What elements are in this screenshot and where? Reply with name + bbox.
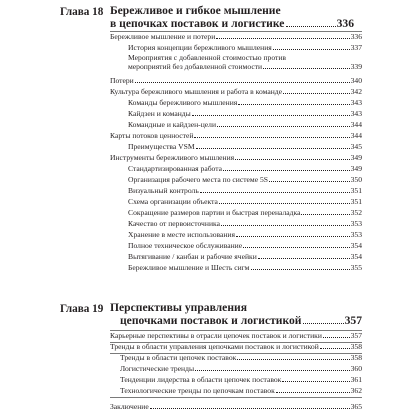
- chapter-18-page: 336: [336, 16, 354, 30]
- toc-entry[interactable]: [128, 230, 362, 239]
- dot-leader: [200, 192, 350, 193]
- dot-leader: [238, 104, 349, 105]
- chapter-18-title-line2: в цепочках поставок и логистике: [110, 16, 285, 30]
- toc-entry-page: 358: [350, 353, 362, 362]
- toc-entry[interactable]: [128, 43, 362, 52]
- toc-entry-text: Схема организации объекта: [128, 197, 218, 206]
- toc-entry-page: 349: [350, 164, 362, 173]
- toc-entry-text: Технологические тренды по цепочкам поставок: [120, 386, 275, 395]
- dot-leader: [273, 49, 350, 50]
- toc-entry-text-line1: Мероприятия с добавленной стоимостью против: [128, 53, 286, 62]
- toc-entry-text: Инструменты бережливого мышления: [110, 153, 235, 162]
- chapter-19-title-line2: цепочками поставок и логистикой: [120, 313, 302, 327]
- toc-entry-text: Потери: [110, 76, 134, 85]
- toc-entry[interactable]: [128, 175, 362, 184]
- toc-entry-text: Полное техническое обслуживание: [128, 241, 243, 250]
- toc-entry-page: 336: [350, 32, 362, 41]
- toc-entry-text-line2: мероприятий без добавленной стоимости: [128, 62, 263, 72]
- toc-entry[interactable]: [110, 331, 362, 340]
- dot-leader: [258, 258, 350, 259]
- dot-leader: [235, 159, 349, 160]
- toc-entry-text: Вытягивание / канбан и рабочие ячейки: [128, 252, 257, 261]
- chapter-19-title-line1: Перспективы управления: [110, 301, 247, 314]
- chapter-19-title[interactable]: [110, 302, 362, 327]
- toc-entry-page: 340: [350, 76, 362, 85]
- toc-entry[interactable]: [110, 153, 362, 162]
- toc-entry[interactable]: [128, 197, 362, 206]
- toc-entry-text: Визуальный контроль: [128, 186, 199, 195]
- chapter-18-title[interactable]: [110, 5, 354, 30]
- dot-leader: [283, 93, 350, 94]
- dot-leader: [195, 370, 350, 371]
- entry-divider: [110, 397, 362, 398]
- toc-entry-page: 343: [350, 109, 362, 118]
- toc-entry[interactable]: [128, 120, 362, 129]
- toc-entry[interactable]: [128, 263, 362, 272]
- toc-entry-text: Хранение в месте использования: [128, 230, 235, 239]
- toc-entry-page: 360: [350, 364, 362, 373]
- toc-entry-text: Кайдзен и команды: [128, 109, 191, 118]
- dot-leader: [320, 348, 350, 349]
- toc-entry-text: Логистические тренды: [120, 364, 195, 373]
- toc-entry[interactable]: [120, 386, 362, 395]
- dot-leader: [323, 337, 350, 338]
- dot-leader: [282, 381, 349, 382]
- toc-entry-page: 357: [350, 331, 362, 340]
- toc-entry-page: 354: [350, 252, 362, 261]
- toc-entry[interactable]: [120, 353, 362, 362]
- toc-entry-page: 355: [350, 263, 362, 272]
- toc-entry-page: 362: [350, 386, 362, 395]
- dot-leader: [286, 26, 335, 27]
- dot-leader: [303, 323, 343, 324]
- toc-entry-page: 358: [350, 342, 362, 351]
- chapter-19-page: 357: [344, 313, 362, 327]
- toc-entry-page: 343: [350, 98, 362, 107]
- toc-entry-text: Качество от первоисточника: [128, 219, 220, 228]
- dot-leader: [192, 115, 350, 116]
- chapter-19-label: Глава 19: [60, 303, 104, 315]
- toc-entry-text: Тенденции лидерства в области цепочек поставок: [120, 375, 282, 384]
- toc-entry-page: 345: [350, 142, 362, 151]
- toc-entry-page: 339: [350, 62, 362, 72]
- toc-entry[interactable]: [128, 252, 362, 261]
- toc-entry-page: 353: [350, 219, 362, 228]
- toc-entry[interactable]: [128, 219, 362, 228]
- chapter-18-label: Глава 18: [60, 6, 104, 18]
- dot-leader: [276, 392, 350, 393]
- dot-leader: [216, 38, 349, 39]
- entry-divider: [110, 353, 362, 354]
- toc-entry-page: 352: [350, 208, 362, 217]
- toc-entry-page: 344: [350, 131, 362, 140]
- toc-entry-text: Карьерные перспективы в отрасли цепочек поставок и логистики: [110, 331, 322, 340]
- toc-entry-page: 337: [350, 43, 362, 52]
- dot-leader: [269, 181, 350, 182]
- toc-entry-text: Культура бережливого мышления и работа в команде: [110, 87, 283, 96]
- toc-entry[interactable]: [110, 76, 362, 85]
- toc-entry[interactable]: [128, 142, 362, 151]
- toc-entry-page: 365: [350, 402, 362, 411]
- dot-leader: [243, 247, 350, 248]
- toc-entry-text: Тренды в области цепочек поставок: [120, 353, 237, 362]
- toc-entry-text: История концепции бережливого мышления: [128, 43, 272, 52]
- chapter-18-title-line1: Бережливое и гибкое мышление: [110, 4, 281, 17]
- toc-entry-page: 349: [350, 153, 362, 162]
- toc-entry-text: Бережливое мышление и Шесть сигм: [128, 263, 250, 272]
- toc-entry-page: 361: [350, 375, 362, 384]
- toc-entry[interactable]: [128, 98, 362, 107]
- toc-entry-page: 351: [350, 197, 362, 206]
- toc-entry[interactable]: [110, 402, 362, 411]
- toc-entry[interactable]: [128, 109, 362, 118]
- toc-entry[interactable]: [128, 186, 362, 195]
- toc-entry[interactable]: [110, 342, 362, 351]
- dot-leader: [221, 225, 350, 226]
- toc-entry-text: Организация рабочего места по системе 5S: [128, 175, 268, 184]
- toc-entry[interactable]: [128, 241, 362, 250]
- toc-entry[interactable]: [120, 364, 362, 373]
- toc-entry-page: 354: [350, 241, 362, 250]
- toc-entry-text: Бережливое мышление и потери: [110, 32, 216, 41]
- toc-entry-page: 351: [350, 186, 362, 195]
- toc-entry[interactable]: [110, 32, 362, 41]
- dot-leader: [301, 214, 349, 215]
- toc-entry[interactable]: [110, 131, 362, 140]
- toc-entry-text: Тренды в области управления цепочками поставок и логистикой: [110, 342, 319, 351]
- entry-divider: [110, 342, 362, 343]
- toc-entry-text: Карты потоков ценностей: [110, 131, 194, 140]
- dot-leader: [263, 68, 350, 69]
- toc-entry[interactable]: [128, 164, 362, 173]
- dot-leader: [194, 137, 349, 138]
- toc-entry[interactable]: [120, 375, 362, 384]
- toc-entry-text: Стандартизированная работа: [128, 164, 223, 173]
- toc-entry-text: Командные и кайдзен-цели: [128, 120, 217, 129]
- dot-leader: [135, 82, 350, 83]
- toc-entry-page: 344: [350, 120, 362, 129]
- dot-leader: [150, 408, 350, 409]
- toc-entry-text: Сокращение размеров партии и быстрая переналадка: [128, 208, 301, 217]
- toc-entry-page: 350: [350, 175, 362, 184]
- dot-leader: [217, 126, 350, 127]
- toc-entry-page: 353: [350, 230, 362, 239]
- dot-leader: [223, 170, 350, 171]
- dot-leader: [219, 203, 350, 204]
- toc-entry-text: Команды бережливого мышления: [128, 98, 238, 107]
- toc-entry-multiline[interactable]: [128, 53, 362, 71]
- toc-entry[interactable]: [128, 208, 362, 217]
- dot-leader: [237, 359, 349, 360]
- toc-entry-page: 342: [350, 87, 362, 96]
- dot-leader: [196, 148, 350, 149]
- toc-entry[interactable]: [110, 87, 362, 96]
- dot-leader: [251, 269, 350, 270]
- toc-entry-text: Преимущества VSM: [128, 142, 195, 151]
- toc-entry-text: Заключение: [110, 402, 149, 411]
- dot-leader: [236, 236, 350, 237]
